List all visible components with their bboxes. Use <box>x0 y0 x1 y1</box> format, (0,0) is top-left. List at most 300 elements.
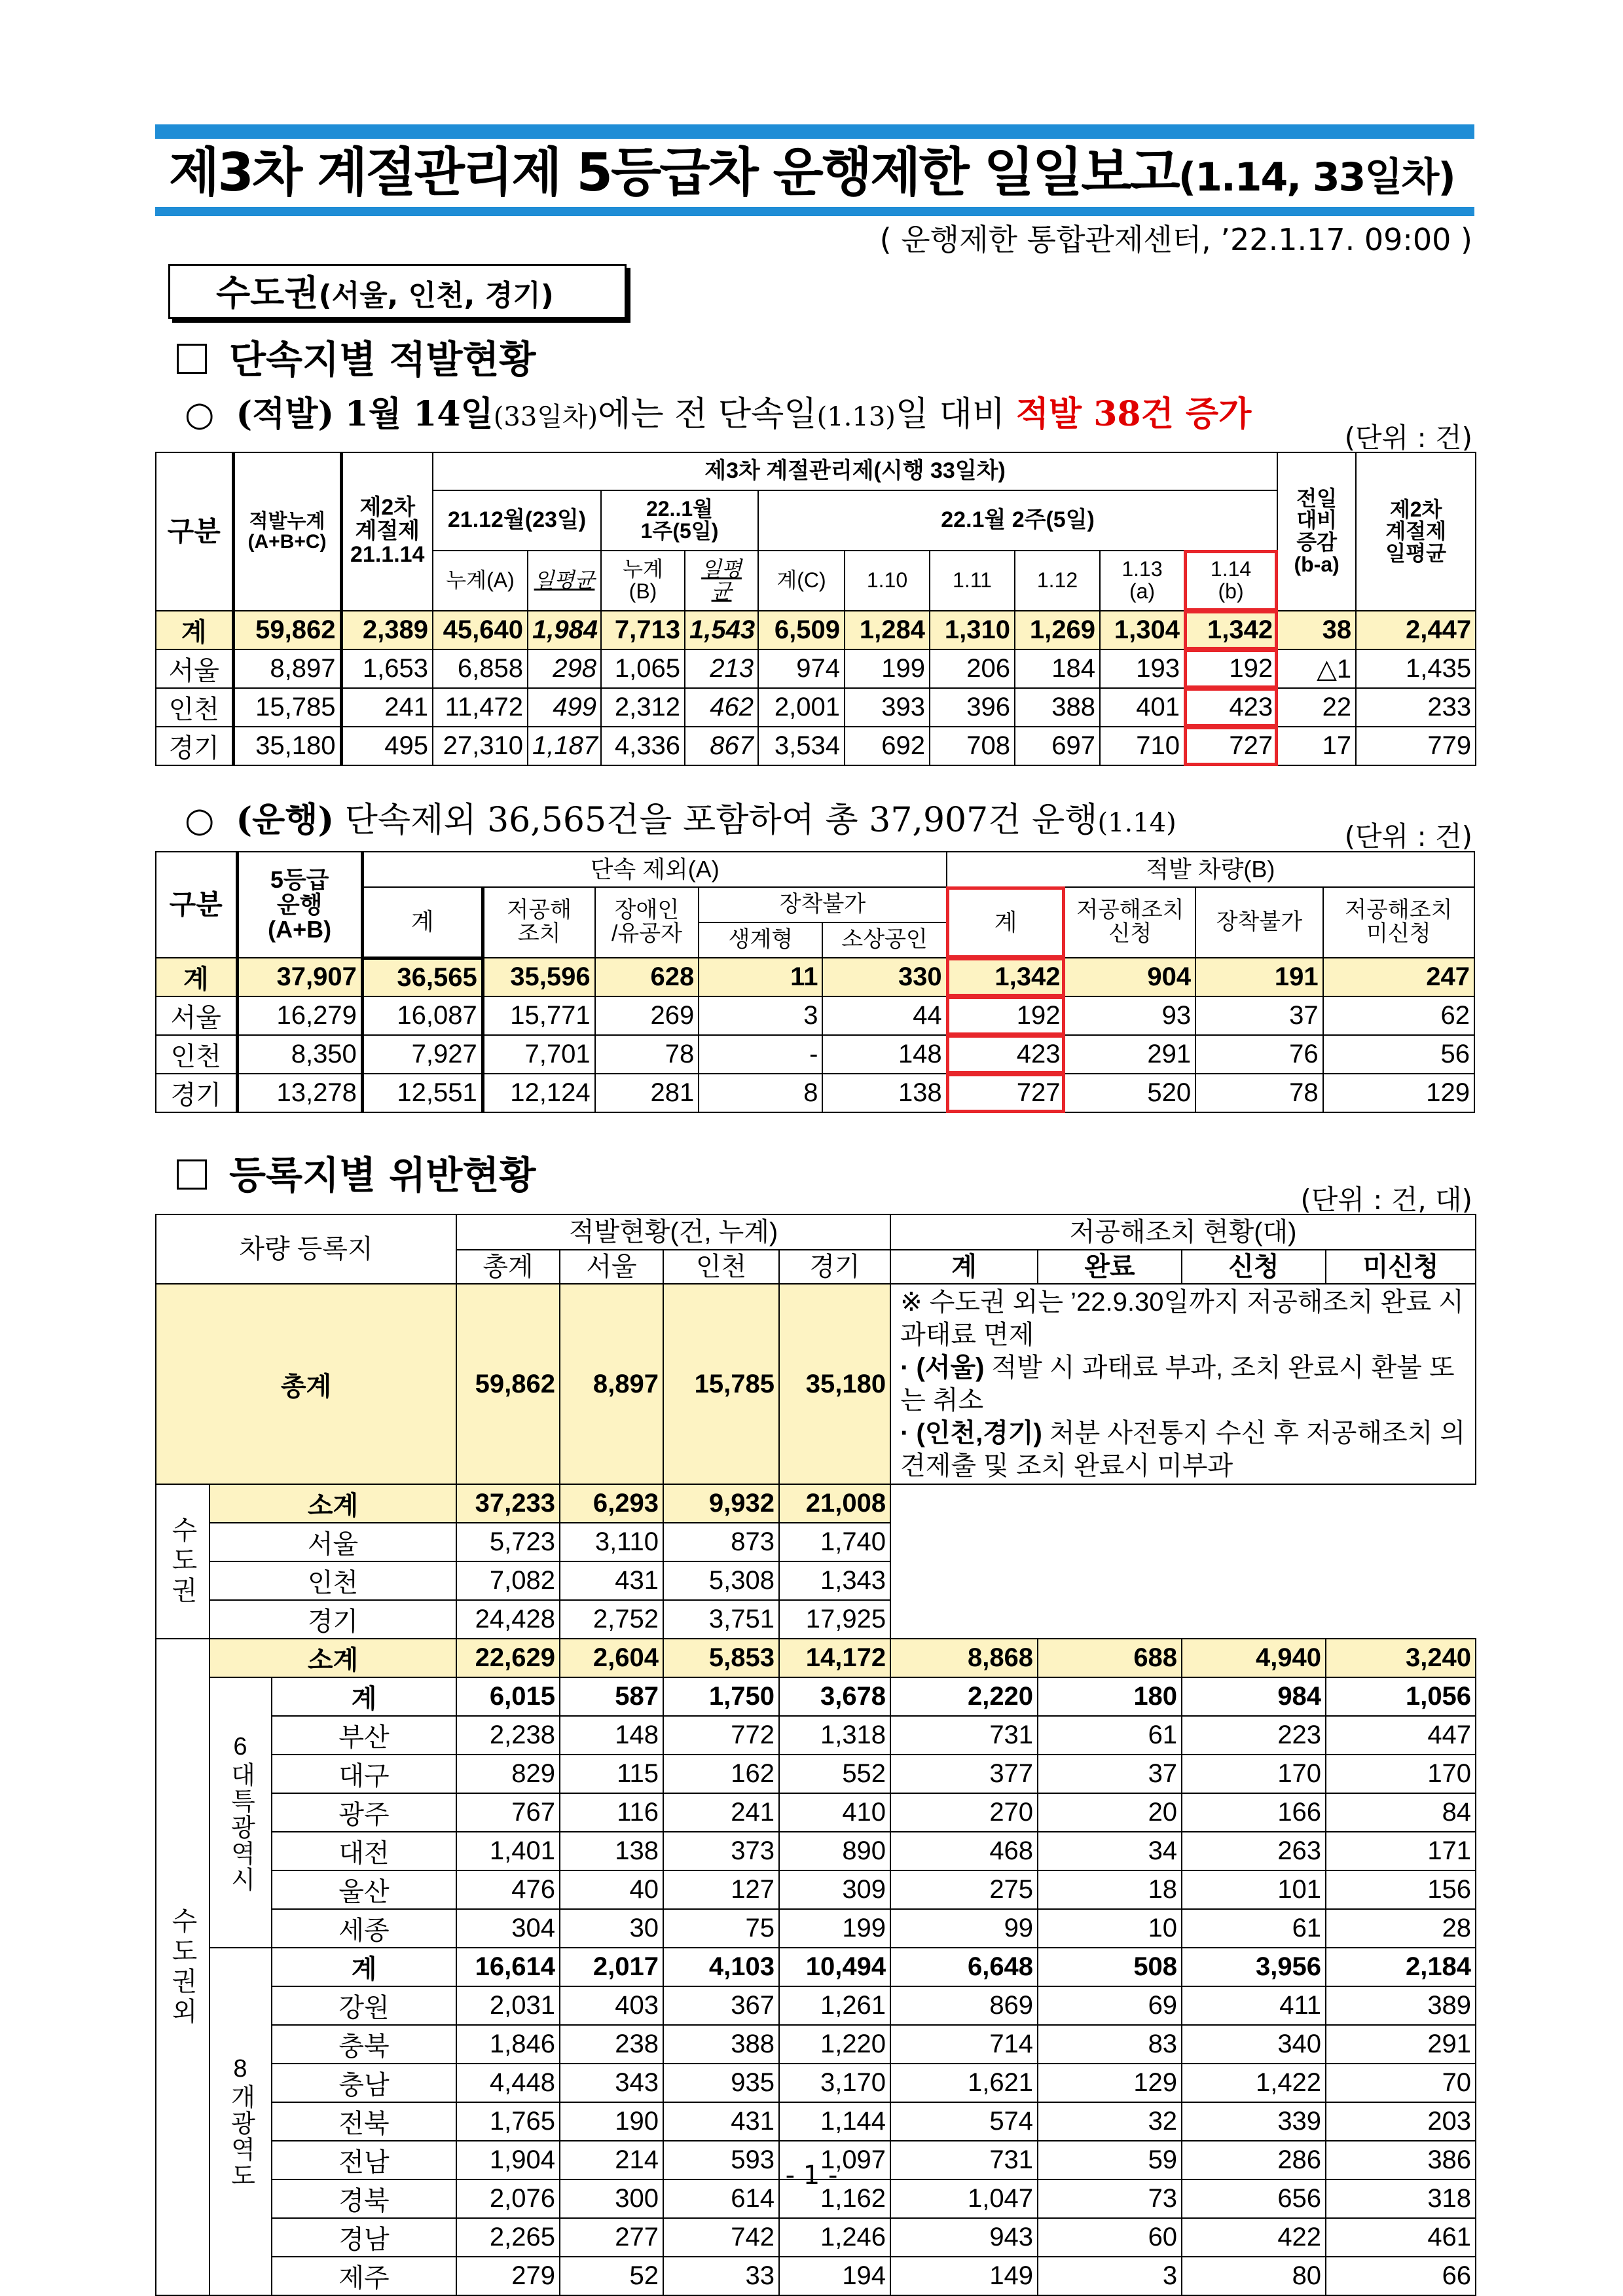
row-name: 세종 <box>272 1909 456 1948</box>
cell-seoul: 214 <box>560 2141 663 2179</box>
cell-seoul: 190 <box>560 2102 663 2141</box>
cell-sum: 1,621 <box>890 2064 1038 2102</box>
row-name: 강원 <box>272 1986 456 2025</box>
cell-d114: 727 <box>1184 727 1277 765</box>
cell-d112: 184 <box>1015 649 1100 688</box>
row-name: 인천 <box>156 1035 237 1074</box>
cell-total: 1,765 <box>456 2102 560 2141</box>
row-name: 서울 <box>156 649 233 688</box>
cell-applied: 339 <box>1182 2102 1326 2141</box>
cell-gyeonggi: 199 <box>779 1909 890 1948</box>
hdr2-sum: 계 <box>362 887 483 958</box>
cell-total: 6,015 <box>456 1677 560 1716</box>
hdr2-gubun: 구분 <box>156 852 237 958</box>
hdr-d110: 1.10 <box>845 551 930 611</box>
checkbox-icon <box>177 1159 207 1190</box>
cell-applied: 101 <box>1182 1870 1326 1909</box>
hdr3-sum: 계 <box>890 1250 1038 1284</box>
cell-applied: 80 <box>1182 2257 1326 2295</box>
cell-done: 688 <box>1038 1639 1182 1677</box>
cell-lowEm: 12,124 <box>483 1074 594 1112</box>
hdr-d114: 1.14 (b) <box>1184 551 1277 611</box>
cell-total: 24,428 <box>456 1600 560 1639</box>
metro-label: 6대특광역시 <box>210 1677 272 1948</box>
hdr3-reg: 차량 등록지 <box>156 1214 456 1284</box>
section3-unit: (단위 : 건, 대) <box>1300 1184 1472 1216</box>
hdr2-excluded: 단속 제외(A) <box>362 852 946 887</box>
cell-incheon: 593 <box>663 2141 779 2179</box>
cell-seoul: 116 <box>560 1793 663 1832</box>
cell-incheon: 33 <box>663 2257 779 2295</box>
section1-bullet: ○ (적발) 1월 14일(33일차)에는 전 단속일(1.13)일 대비 적발 38건 증가 <box>185 394 1252 434</box>
cell-small: 44 <box>822 996 946 1035</box>
cell-lowEm: 7,701 <box>483 1035 594 1074</box>
hdr-sum-c: 계(C) <box>758 551 845 611</box>
cell-total: 1,846 <box>456 2025 560 2064</box>
cell-sum: 149 <box>890 2257 1038 2295</box>
cell-decAvg: 1,984 <box>528 611 601 649</box>
cell-d114: 192 <box>1184 649 1277 688</box>
cell-decAvg: 499 <box>528 688 601 727</box>
cell-d114: 423 <box>1184 688 1277 727</box>
row-name: 대구 <box>272 1755 456 1793</box>
cell-done: 3 <box>1038 2257 1182 2295</box>
cell-gyeonggi: 552 <box>779 1755 890 1793</box>
cell-sum: 869 <box>890 1986 1038 2025</box>
table-row <box>156 1948 1476 1986</box>
row-name: 경기 <box>156 727 233 765</box>
cell-total: 304 <box>456 1909 560 1948</box>
cell-vNotApplied: 129 <box>1323 1074 1474 1112</box>
cell-applied: 656 <box>1182 2179 1326 2218</box>
cell-small: 148 <box>822 1035 946 1074</box>
cell-sum: 943 <box>890 2218 1038 2257</box>
increase-highlight: 적발 38건 증가 <box>1015 394 1252 434</box>
row-name: 경기 <box>210 1600 456 1639</box>
cell-applied: 4,940 <box>1182 1639 1326 1677</box>
hdr3-applied: 신청 <box>1182 1250 1326 1284</box>
row-name: 부산 <box>272 1716 456 1755</box>
cell-notApplied: 2,184 <box>1326 1948 1476 1986</box>
cell-applied: 170 <box>1182 1755 1326 1793</box>
cell-s2avg: 779 <box>1356 727 1476 765</box>
cell-notApplied: 386 <box>1326 2141 1476 2179</box>
capital-note: ※ 수도권 외는 ’22.9.30일까지 저공해조치 완료 시 과태료 면제 · (서울) 적발 시 과태료 부과, 조치 완료시 환불 또는 취소 · (인천,경기) 처분 사전통지 수신 후 저공해조치 의견제출 및 조치 완료시 미부과 <box>890 1284 1476 1484</box>
cell-incheon: 4,103 <box>663 1948 779 1986</box>
table-row <box>156 2102 1476 2141</box>
cell-d110: 199 <box>845 649 930 688</box>
cell-vSum: 727 <box>947 1074 1065 1112</box>
cell-d112: 697 <box>1015 727 1100 765</box>
hdr-cumulative: 적발누계 (A+B+C) <box>233 452 341 611</box>
cell-total: 8,350 <box>237 1035 362 1074</box>
table-row <box>156 1074 1474 1112</box>
hdr3-notapplied: 미신청 <box>1326 1250 1476 1284</box>
cell-cum: 35,180 <box>233 727 341 765</box>
cell-done: 180 <box>1038 1677 1182 1716</box>
cell-total: 2,238 <box>456 1716 560 1755</box>
table-row <box>156 1484 1476 1523</box>
cell-done: 69 <box>1038 1986 1182 2025</box>
cell-seoul: 277 <box>560 2218 663 2257</box>
cell-decCum: 45,640 <box>433 611 528 649</box>
cell-seoul: 403 <box>560 1986 663 2025</box>
section2-unit: (단위 : 건) <box>1344 820 1472 852</box>
cell-s2: 241 <box>341 688 433 727</box>
hdr-season3: 제3차 계절관리제(시행 33일차) <box>433 452 1277 490</box>
cell-live: - <box>699 1035 822 1074</box>
row-name: 계 <box>156 611 233 649</box>
cell-decAvg: 1,187 <box>528 727 601 765</box>
cell-incheon: 431 <box>663 2102 779 2141</box>
cell-incheon: 162 <box>663 1755 779 1793</box>
cell-gyeonggi: 1,246 <box>779 2218 890 2257</box>
cell-d113: 193 <box>1100 649 1184 688</box>
cell-sum: 574 <box>890 2102 1038 2141</box>
hdr-jan-week2: 22.1월 2주(5일) <box>758 490 1277 551</box>
cell-sum: 1,047 <box>890 2179 1038 2218</box>
cell-d110: 393 <box>845 688 930 727</box>
cell-vNoInstall: 76 <box>1195 1035 1322 1074</box>
cell-incheon: 75 <box>663 1909 779 1948</box>
cell-sumC: 3,534 <box>758 727 845 765</box>
cell-sum: 714 <box>890 2025 1038 2064</box>
row-name: 경기 <box>156 1074 237 1112</box>
cell-done: 60 <box>1038 2218 1182 2257</box>
cell-vNotApplied: 56 <box>1323 1035 1474 1074</box>
cell-d110: 1,284 <box>845 611 930 649</box>
hdr2-grade5: 5등급 운행 (A+B) <box>237 852 362 958</box>
cell-done: 20 <box>1038 1793 1182 1832</box>
cell-cum: 8,897 <box>233 649 341 688</box>
cell-notApplied: 28 <box>1326 1909 1476 1948</box>
row-name: 계 <box>156 958 237 996</box>
page-title: 제3차 계절관리제 5등급차 운행제한 일일보고(1.14, 33일차) <box>169 142 1455 203</box>
report-source: ( 운행제한 통합관제센터, ’22.1.17. 09:00 ) <box>879 222 1472 257</box>
table-row <box>156 727 1476 765</box>
table-row <box>156 1677 1476 1716</box>
cell-d111: 708 <box>930 727 1015 765</box>
cell-total: 2,031 <box>456 1986 560 2025</box>
cell-incheon: 1,750 <box>663 1677 779 1716</box>
operation-table <box>155 851 1475 1113</box>
hdr-gubun: 구분 <box>156 452 233 611</box>
cell-seoul: 138 <box>560 1832 663 1870</box>
cell-diff: △1 <box>1277 649 1356 688</box>
cell-applied: 286 <box>1182 2141 1326 2179</box>
cell-gyeonggi: 194 <box>779 2257 890 2295</box>
table-row <box>156 1639 1476 1677</box>
cell-total: 16,614 <box>456 1948 560 1986</box>
cell-done: 61 <box>1038 1716 1182 1755</box>
cell-d111: 206 <box>930 649 1015 688</box>
cell-disabled: 628 <box>595 958 699 996</box>
cell-gyeonggi: 1,343 <box>779 1561 890 1600</box>
cell-decCum: 11,472 <box>433 688 528 727</box>
cell-done: 83 <box>1038 2025 1182 2064</box>
cell-incheon: 5,853 <box>663 1639 779 1677</box>
cell-d111: 1,310 <box>930 611 1015 649</box>
cell-gyeonggi: 1,318 <box>779 1716 890 1755</box>
cell-d112: 388 <box>1015 688 1100 727</box>
hdr2-livelihood: 생계형 <box>699 922 822 958</box>
cell-vApplied: 904 <box>1065 958 1195 996</box>
hdr-december: 21.12월(23일) <box>433 490 601 551</box>
cell-total: 2,076 <box>456 2179 560 2218</box>
hdr3-gyeonggi: 경기 <box>779 1250 890 1284</box>
hdr3-total: 총계 <box>456 1250 560 1284</box>
cell-gyeonggi: 410 <box>779 1793 890 1832</box>
hdr2-disabled: 장애인 /유공자 <box>595 887 699 958</box>
hdr2-vnoinstall: 장착불가 <box>1195 887 1322 958</box>
cell-notApplied: 3,240 <box>1326 1639 1476 1677</box>
table-row <box>156 958 1474 996</box>
cell-total: 37,233 <box>456 1484 560 1523</box>
cell-seoul: 148 <box>560 1716 663 1755</box>
cell-small: 330 <box>822 958 946 996</box>
cell-sum: 731 <box>890 2141 1038 2179</box>
page-number: - 1 - <box>785 2160 838 2191</box>
cell-s2: 2,389 <box>341 611 433 649</box>
cell-d114: 1,342 <box>1184 611 1277 649</box>
hdr-prevday-diff: 전일 대비 증감 (b-a) <box>1277 452 1356 611</box>
cell-notApplied: 318 <box>1326 2179 1476 2218</box>
cell-applied: 984 <box>1182 1677 1326 1716</box>
row-name: 대전 <box>272 1832 456 1870</box>
cell-gyeonggi: 17,925 <box>779 1600 890 1639</box>
cell-diff: 17 <box>1277 727 1356 765</box>
cell-exSum: 7,927 <box>362 1035 483 1074</box>
cell-vSum: 1,342 <box>947 958 1065 996</box>
title-bar-top <box>155 124 1474 139</box>
cell-gyeonggi: 1,144 <box>779 2102 890 2141</box>
cell-disabled: 281 <box>595 1074 699 1112</box>
cell-vNotApplied: 247 <box>1323 958 1474 996</box>
cell-notApplied: 171 <box>1326 1832 1476 1870</box>
cell-notApplied: 170 <box>1326 1755 1476 1793</box>
cell-live: 11 <box>699 958 822 996</box>
hdr-jan-week1: 22..1월 1주(5일) <box>601 490 758 551</box>
row-name: 광주 <box>272 1793 456 1832</box>
cell-gyeonggi: 1,261 <box>779 1986 890 2025</box>
cell-total: 476 <box>456 1870 560 1909</box>
cell-vNoInstall: 78 <box>1195 1074 1322 1112</box>
grand-total-gyeonggi: 35,180 <box>779 1284 890 1484</box>
hdr-cum-b: 누계 (B) <box>601 551 685 611</box>
cell-jan1Avg: 213 <box>685 649 758 688</box>
checkbox-icon <box>177 344 207 374</box>
row-name: 계 <box>272 1948 456 1986</box>
cell-small: 138 <box>822 1074 946 1112</box>
cell-cum: 15,785 <box>233 688 341 727</box>
table-row <box>156 649 1476 688</box>
cell-sumC: 2,001 <box>758 688 845 727</box>
cell-d111: 396 <box>930 688 1015 727</box>
cell-done: 10 <box>1038 1909 1182 1948</box>
table-row <box>156 2025 1476 2064</box>
cell-incheon: 388 <box>663 2025 779 2064</box>
cell-cum: 59,862 <box>233 611 341 649</box>
region-box: 수도권(서울, 인천, 경기) <box>168 264 627 319</box>
table-row <box>156 1755 1476 1793</box>
cell-total: 2,265 <box>456 2218 560 2257</box>
cell-lowEm: 15,771 <box>483 996 594 1035</box>
table-row <box>156 1986 1476 2025</box>
cell-gyeonggi: 1,740 <box>779 1523 890 1561</box>
cell-sum: 377 <box>890 1755 1038 1793</box>
cell-notApplied: 66 <box>1326 2257 1476 2295</box>
capital-label: 수도권 <box>156 1484 210 1639</box>
section3-heading: 등록지별 위반현황 <box>177 1144 536 1199</box>
cell-total: 4,448 <box>456 2064 560 2102</box>
cell-total: 1,904 <box>456 2141 560 2179</box>
hdr3-done: 완료 <box>1038 1250 1182 1284</box>
cell-notApplied: 461 <box>1326 2218 1476 2257</box>
cell-exSum: 16,087 <box>362 996 483 1035</box>
cell-disabled: 269 <box>595 996 699 1035</box>
cell-incheon: 935 <box>663 2064 779 2102</box>
cell-done: 18 <box>1038 1870 1182 1909</box>
cell-incheon: 742 <box>663 2218 779 2257</box>
cell-notApplied: 389 <box>1326 1986 1476 2025</box>
cell-sumC: 974 <box>758 649 845 688</box>
cell-diff: 22 <box>1277 688 1356 727</box>
cell-done: 34 <box>1038 1832 1182 1870</box>
cell-seoul: 431 <box>560 1561 663 1600</box>
cell-done: 129 <box>1038 2064 1182 2102</box>
table-row <box>156 688 1476 727</box>
hdr-d112: 1.12 <box>1015 551 1100 611</box>
cell-sumC: 6,509 <box>758 611 845 649</box>
cell-total: 829 <box>456 1755 560 1793</box>
cell-vNoInstall: 37 <box>1195 996 1322 1035</box>
row-name: 서울 <box>156 996 237 1035</box>
hdr2-vnotapplied: 저공해조치 미신청 <box>1323 887 1474 958</box>
cell-s2: 1,653 <box>341 649 433 688</box>
hdr3-incheon: 인천 <box>663 1250 779 1284</box>
grand-total-label: 총계 <box>156 1284 456 1484</box>
cell-notApplied: 84 <box>1326 1793 1476 1832</box>
hdr-season2-avg: 제2차 계절제 일평균 <box>1356 452 1476 611</box>
cell-applied: 3,956 <box>1182 1948 1326 1986</box>
cell-vNotApplied: 62 <box>1323 996 1474 1035</box>
cell-applied: 61 <box>1182 1909 1326 1948</box>
row-name: 소계 <box>210 1639 456 1677</box>
cell-vSum: 192 <box>947 996 1065 1035</box>
hdr-season2: 제2차 계절제 21.1.14 <box>341 452 433 611</box>
title-bar-bottom <box>155 207 1474 216</box>
table-row <box>156 611 1476 649</box>
outside-label: 수도권외 <box>156 1639 210 2295</box>
cell-done: 32 <box>1038 2102 1182 2141</box>
cell-incheon: 9,932 <box>663 1484 779 1523</box>
cell-seoul: 238 <box>560 2025 663 2064</box>
cell-disabled: 78 <box>595 1035 699 1074</box>
table-row <box>156 1832 1476 1870</box>
cell-d113: 401 <box>1100 688 1184 727</box>
cell-gyeonggi: 1,220 <box>779 2025 890 2064</box>
cell-total: 767 <box>456 1793 560 1832</box>
table-row <box>156 1035 1474 1074</box>
cell-sum: 731 <box>890 1716 1038 1755</box>
row-name: 충남 <box>272 2064 456 2102</box>
hdr2-violation: 적발 차량(B) <box>947 852 1474 887</box>
cell-incheon: 614 <box>663 2179 779 2218</box>
cell-incheon: 873 <box>663 1523 779 1561</box>
cell-applied: 263 <box>1182 1832 1326 1870</box>
cell-decAvg: 298 <box>528 649 601 688</box>
cell-notApplied: 156 <box>1326 1870 1476 1909</box>
cell-total: 13,278 <box>237 1074 362 1112</box>
cell-incheon: 772 <box>663 1716 779 1755</box>
table-row <box>156 1909 1476 1948</box>
violation-by-site-table <box>155 452 1476 766</box>
cell-applied: 340 <box>1182 2025 1326 2064</box>
cell-gyeonggi: 1,162 <box>779 2179 890 2218</box>
provinces-label: 8개광역도 <box>210 1948 272 2295</box>
cell-exSum: 12,551 <box>362 1074 483 1112</box>
row-name: 경남 <box>272 2218 456 2257</box>
hdr2-vapplied: 저공해조치 신청 <box>1065 887 1195 958</box>
cell-sum: 8,868 <box>890 1639 1038 1677</box>
table-row <box>156 2064 1476 2102</box>
cell-total: 5,723 <box>456 1523 560 1561</box>
cell-applied: 223 <box>1182 1716 1326 1755</box>
hdr2-noinstall: 장착불가 <box>699 887 946 922</box>
cell-seoul: 52 <box>560 2257 663 2295</box>
hdr2-lowemission: 저공해 조치 <box>483 887 594 958</box>
row-name: 울산 <box>272 1870 456 1909</box>
grand-total-incheon: 15,785 <box>663 1284 779 1484</box>
page-title-sub: (1.14, 33일차) <box>1178 155 1455 200</box>
cell-jan1Cum: 1,065 <box>601 649 685 688</box>
table-row <box>156 1716 1476 1755</box>
cell-incheon: 5,308 <box>663 1561 779 1600</box>
cell-notApplied: 1,056 <box>1326 1677 1476 1716</box>
cell-jan1Cum: 2,312 <box>601 688 685 727</box>
grand-total-seoul: 8,897 <box>560 1284 663 1484</box>
row-name: 충북 <box>272 2025 456 2064</box>
cell-incheon: 241 <box>663 1793 779 1832</box>
hdr3-seoul: 서울 <box>560 1250 663 1284</box>
hdr-d113: 1.13 (a) <box>1100 551 1184 611</box>
cell-sum: 2,220 <box>890 1677 1038 1716</box>
hdr-d111: 1.11 <box>930 551 1015 611</box>
row-name: 소계 <box>210 1484 456 1523</box>
row-name: 경북 <box>272 2179 456 2218</box>
row-name: 전남 <box>272 2141 456 2179</box>
row-name: 전북 <box>272 2102 456 2141</box>
table-row <box>156 2257 1476 2295</box>
cell-done: 508 <box>1038 1948 1182 1986</box>
cell-vApplied: 93 <box>1065 996 1195 1035</box>
table-row <box>156 2218 1476 2257</box>
cell-diff: 38 <box>1277 611 1356 649</box>
cell-decCum: 6,858 <box>433 649 528 688</box>
hdr-avg: 일평균 <box>528 551 601 611</box>
cell-notApplied: 447 <box>1326 1716 1476 1755</box>
cell-vApplied: 520 <box>1065 1074 1195 1112</box>
cell-live: 3 <box>699 996 822 1035</box>
cell-jan1Cum: 4,336 <box>601 727 685 765</box>
hdr2-vsum: 계 <box>947 887 1065 958</box>
table-row <box>156 996 1474 1035</box>
cell-done: 73 <box>1038 2179 1182 2218</box>
cell-vSum: 423 <box>947 1035 1065 1074</box>
cell-done: 59 <box>1038 2141 1182 2179</box>
cell-exSum: 36,565 <box>362 958 483 996</box>
hdr-avg2: 일평 균 <box>685 551 758 611</box>
